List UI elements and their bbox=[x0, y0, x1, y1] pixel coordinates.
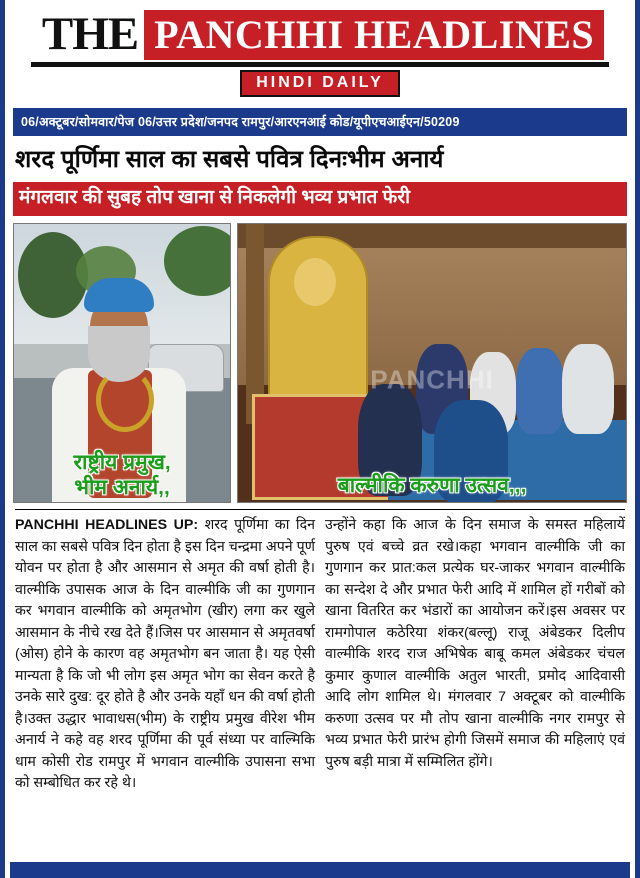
masthead bbox=[5, 0, 635, 101]
idol-face bbox=[294, 258, 336, 306]
event-photo bbox=[237, 223, 627, 503]
person-figure bbox=[516, 348, 564, 434]
page-footer-bar bbox=[10, 862, 630, 878]
masthead-sub-wrap bbox=[17, 70, 623, 97]
sub-headline: मंगलवार की सुबह तोप खाना से निकलेगी भव्य प्रभात फेरी bbox=[13, 182, 627, 216]
article-column-2: उन्होंने कहा कि आज के दिन समाज के समस्त महिलायें पुरुष एवं बच्चे व्रत रखे।कहा भगवान वाल्मीकि जी का गुणगान कर प्रात:कल प्रत्येक घर-जाकर भगवान वाल्मीकि का सन्देश दे और प्रभात फेरी आदि में शामिल हों गरीबों को खाना वितरित कर भंडारों का आयोजन करें।इस अवसर पर रामगोपाल कठेरिया शंकर(बल्लू) राजू अंबेडकर दिलीप वाल्मीकि शरद राज अभिषेक बाबू कमल अंबेडकर चंचल कुमार कुणाल वाल्मीकि अतुल भारती, प्रमोद आदिवासी आदि लोग शामिल थे। मंगलवार 7 अक्टूबर को वाल्मीकि करुणा उत्सव पर मौ तोप खाना वाल्मीकि नगर रामपुर से भव्य प्रभात फेरी प्रारंभ होगी जिसमें समाज की महिलाएं एवं पुरुष बड़ी मात्रा में सम्मिलित होंगे। bbox=[325, 517, 625, 770]
article-body bbox=[15, 509, 625, 795]
masthead-the: THE bbox=[41, 8, 139, 60]
article-column-1 bbox=[15, 515, 315, 795]
photo-caption: बाल्मीकि करुणा उत्सव,,, bbox=[337, 474, 527, 497]
masthead-subtitle: HINDI DAILY bbox=[240, 70, 400, 97]
masthead-divider bbox=[31, 62, 609, 67]
edition-info-bar: 06/अक्टूबर/सोमवार/पेज 06/उत्तर प्रदेश/जनपद रामपुर/आरएनआई कोड/यूपीएचआईएन/50209 bbox=[13, 108, 627, 136]
portrait-photo bbox=[13, 223, 231, 503]
person-figure bbox=[562, 344, 614, 434]
photo-caption-line2: भीम अनार्य,, bbox=[74, 476, 170, 499]
photo-row bbox=[13, 223, 627, 503]
masthead-name: PANCHHI HEADLINES bbox=[144, 10, 604, 60]
photo-watermark: PANCHHI bbox=[370, 364, 494, 395]
photo-caption-line1: राष्ट्रीय प्रमुख, bbox=[73, 451, 171, 474]
cap-shape bbox=[84, 278, 154, 312]
page-title: शरद पूर्णिमा साल का सबसे पवित्र दिनःभीम अनार्य bbox=[15, 146, 444, 173]
garland-shape bbox=[96, 368, 154, 432]
article-lead: PANCHHI HEADLINES UP: bbox=[15, 517, 199, 533]
masthead-title-row bbox=[17, 10, 623, 60]
article-column-1-text: शरद पूर्णिमा का दिन साल का सबसे पवित्र दिन होता है इस दिन चन्द्रमा अपने पूर्ण योवन पर होता है और आसमान से अमृत की वर्षा होती है।वाल्मीकि उपासक आज के दिन वाल्मीकि जी का गुणगान कर भगवान वाल्मीकि को अमृतभोग (खीर) लगा कर खुले आसमान के नीचे रख देते हैं।जिस पर आसमान से अमृतवर्षा (ओस) होने के कारण वह अमृतभोग बन जाता है। यह ऐसी मान्यता है कि जो भी लोग इस अमृत भोग का सेवन करते है उनके सारे दुख: दूर होते है और उनके यहाँ धन की वर्षा होती है।उक्त उद्धार भावाधस(भीम) के राष्ट्रीय प्रमुख वीरेश भीम अनार्य ने कहे वह शरद पूर्णिमा की पूर्व संध्या पर वाल्मिकि धाम कोसी रोड रामपुर में भगवान वाल्मीकि उपासना सभा को सम्बोधित कर रहे थे। bbox=[15, 517, 315, 791]
photo-caption bbox=[14, 450, 230, 500]
